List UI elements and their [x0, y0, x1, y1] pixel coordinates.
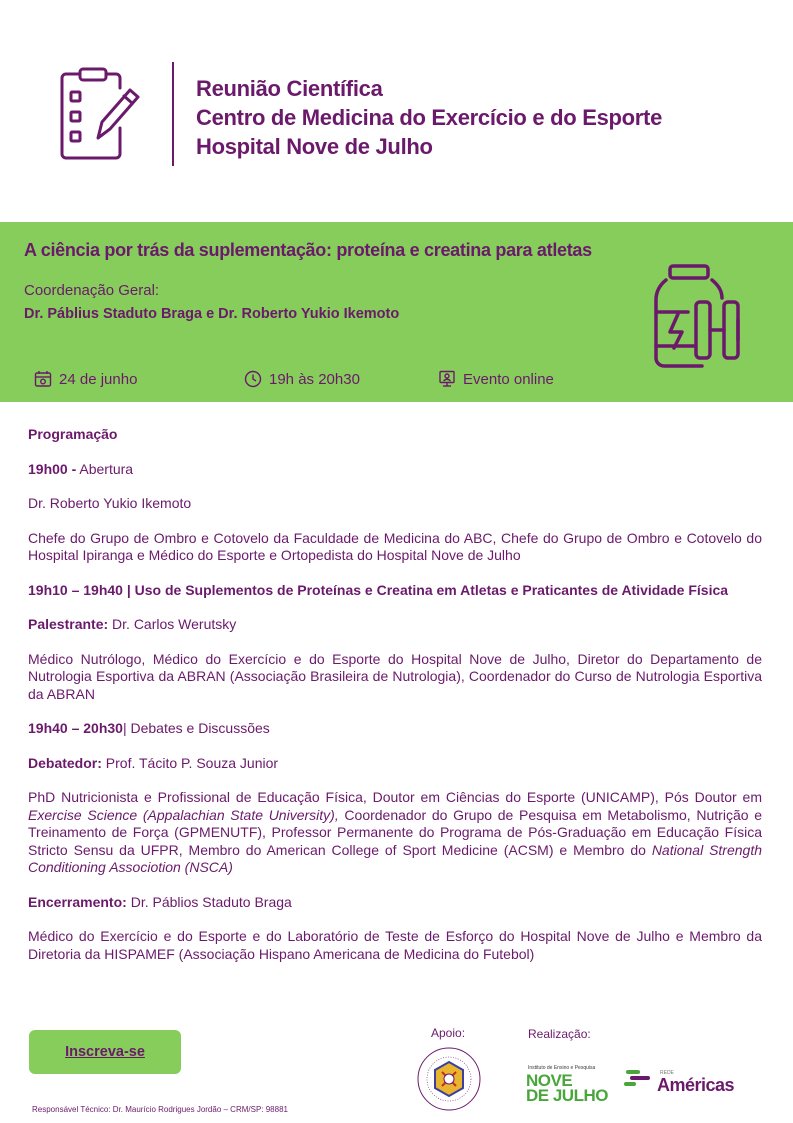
americas-network-icon — [624, 1066, 652, 1090]
talk-title: 19h10 – 19h40 | Uso de Suplementos de Proteínas e Creatina em Atletas e Praticantes de Atividade Física — [28, 581, 729, 598]
opening-time: 19h00 - — [28, 460, 77, 477]
closing-name: Dr. Páblios Staduto Braga — [126, 893, 292, 910]
calendar-icon — [34, 370, 52, 388]
closing-line — [28, 894, 762, 912]
debater-bio-part-2: Coordenador do Grupo de Pesquisa em Metabolismo, Nutrição e Treinamento de Força (GPMENUTF), Professor Permanente do Programa de Pós-Graduação em Educação Física Stricto Sensu da UFPR, Membro do American College of Sport Medicine (ACSM) e Membro do — [28, 806, 763, 858]
support-label: Apoio: — [431, 1026, 466, 1040]
opening-line — [28, 461, 762, 479]
americas-network-label: REDE — [660, 1070, 674, 1076]
center-title: Centro de Medicina do Exercício e do Esporte — [196, 105, 663, 130]
debater-bio-italic-1: Exercise Science (Appalachian State University), — [28, 806, 339, 823]
closing-bio: Médico do Exercício e do Esporte e do Laboratório de Teste de Esforço do Hospital Nove de Julho e Membro da Diretoria da HISPAMEF (Associação Hispano Americana de Medicina do Futebol) — [28, 928, 762, 962]
debater-label: Debatedor: — [28, 754, 102, 771]
event-time — [244, 370, 360, 388]
event-type-title: Reunião Científica — [196, 76, 383, 101]
nove-logo-line-1: NOVE — [526, 1071, 573, 1090]
debater-name: Prof. Tácito P. Souza Junior — [101, 754, 279, 771]
header — [0, 0, 793, 222]
supplement-jar-dumbbell-icon — [648, 262, 744, 370]
event-date — [34, 370, 137, 388]
coordination-label: Coordenação Geral: — [24, 282, 160, 299]
program-heading: Programação — [28, 426, 118, 442]
program — [28, 426, 762, 980]
realization-label: Realização: — [528, 1027, 591, 1041]
nove-de-julho-logo — [526, 1073, 608, 1103]
talk-speaker-name: Dr. Carlos Werutsky — [108, 616, 237, 632]
debater-bio — [28, 789, 762, 877]
clipboard-checklist-icon — [58, 66, 142, 162]
nove-de-julho-institute-text: Instituto de Ensino e Pesquisa — [528, 1065, 596, 1071]
event-info-band — [0, 222, 793, 402]
debater-bio-part-1: PhD Nutricionista e Profissional de Educação Física, Doutor em Ciências do Esporte (UNICAMP), Pós Doutor em — [28, 789, 762, 805]
coordination-names: Dr. Páblius Staduto Braga e Dr. Roberto Yukio Ikemoto — [24, 306, 400, 322]
clock-icon — [244, 370, 262, 388]
debate-time: 19h40 – 20h30 — [28, 720, 123, 736]
event-date-text: 24 de junho — [59, 370, 138, 388]
closing-label: Encerramento: — [28, 893, 127, 910]
monitor-user-icon — [438, 370, 456, 388]
opening-label: Abertura — [76, 460, 134, 477]
talk-speaker-line — [28, 616, 762, 634]
event-title: A ciência por trás da suplementação: proteína e creatina para atletas — [24, 240, 592, 260]
event-place — [438, 370, 554, 388]
debater-bio-italic-2: National Strength Conditioning Associotion (NSCA) — [28, 841, 762, 875]
opening-speaker: Dr. Roberto Yukio Ikemoto — [28, 495, 192, 511]
association-seal-logo — [416, 1046, 482, 1112]
talk-bio: Médico Nutrólogo, Médico do Exercício e do Esporte do Hospital Nove de Julho, Diretor do Departamento de Nutrologia Esportiva da ABRAN (Associação Brasileira de Nutrologia), Coordenador do Curso de Nutrologia Esportiva da ABRAN — [28, 650, 762, 702]
debate-line — [28, 720, 762, 738]
debater-line — [28, 755, 762, 773]
debate-label: | Debates e Discussões — [122, 720, 270, 736]
event-time-text: 19h às 20h30 — [269, 370, 360, 388]
event-place-text: Evento online — [463, 370, 554, 388]
americas-logo: Américas — [657, 1075, 735, 1095]
header-divider — [172, 62, 174, 166]
opening-bio: Chefe do Grupo de Ombro e Cotovelo da Faculdade de Medicina do ABC, Chefe do Grupo de Ombro e Cotovelo do Hospital Ipiranga e Médico do Esporte e Ortopedista do Hospital Nove de Julho — [28, 529, 762, 563]
register-button[interactable]: Inscreva-se — [29, 1030, 181, 1074]
talk-speaker-label: Palestrante: — [28, 616, 109, 632]
hospital-title: Hospital Nove de Julho — [196, 134, 433, 159]
header-titles — [196, 74, 662, 161]
nove-logo-line-2: DE JULHO — [526, 1086, 608, 1105]
technical-responsible: Responsável Técnico: Dr. Maurício Rodrigues Jordão – CRM/SP: 98881 — [32, 1105, 288, 1114]
